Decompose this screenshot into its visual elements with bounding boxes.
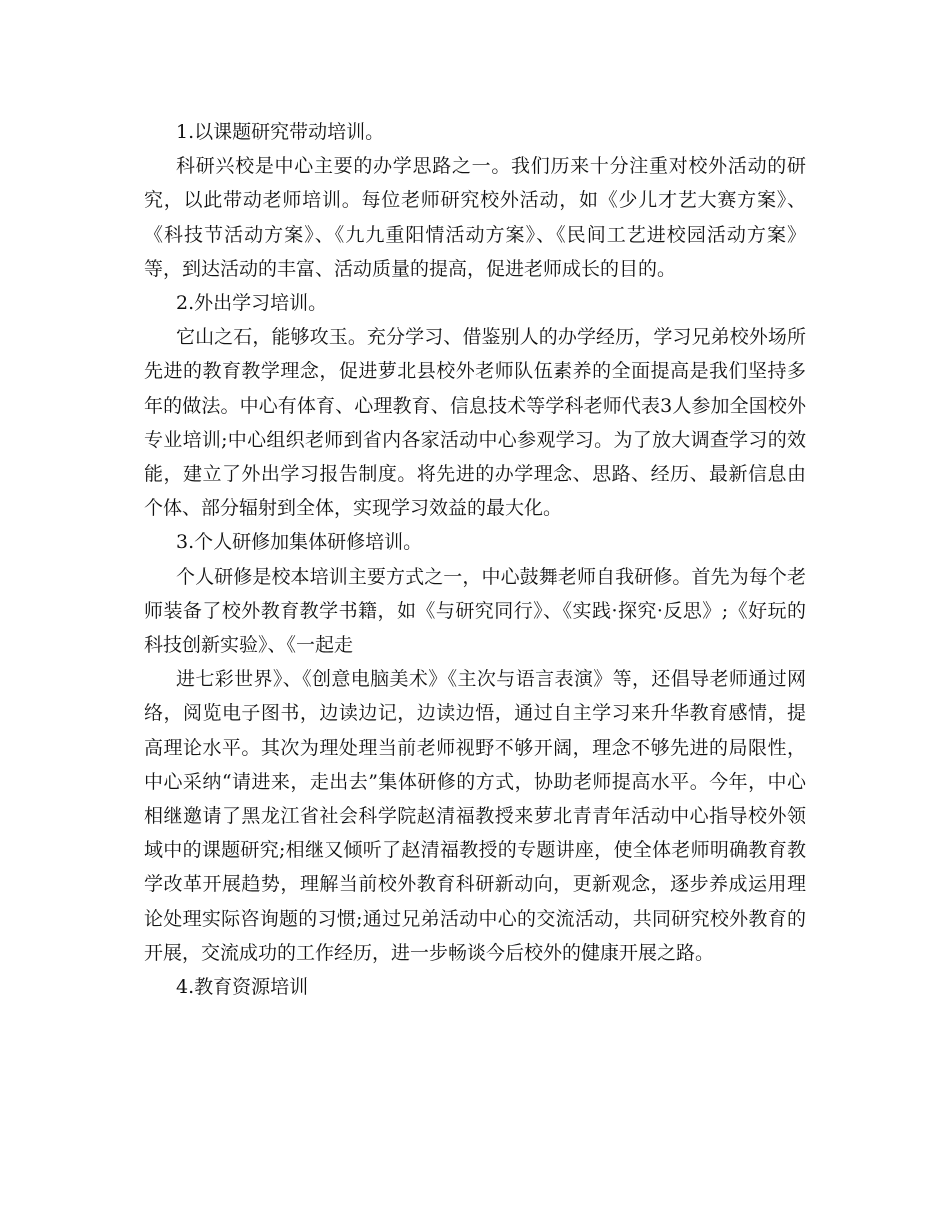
section-heading-3: 3.个人研修加集体研修培训。 — [176, 531, 423, 554]
paragraph-research-driven-training: 科研兴校是中心主要的办学思路之一。我们历来十分注重对校外活动的研究，以此带动老师培训。每位老师研究校外活动，如《少儿才艺大赛方案》、《科技节活动方案》、《九九重阳情活动方案》、《民间工艺进校园活动方案》等，到达活动的丰富、活动质量的提高，促进老师成长的目的。 — [144, 155, 806, 280]
paragraph-personal-study-part-1: 个人研修是校本培训主要方式之一，中心鼓舞老师自我研修。首先为每个老师装备了校外教育教学书籍，如《与研究同行》、《实践·探究·反思》;《好玩的科技创新实验》、《一起走 — [144, 565, 806, 657]
document-body — [144, 115, 806, 1004]
section-heading-4: 4.教育资源培训 — [176, 976, 309, 999]
paragraph-personal-study-part-2: 进七彩世界》、《创意电脑美术》《主次与语言表演》等，还倡导老师通过网络，阅览电子图书，边读边记，边读边悟，通过自主学习来升华教育感情，提高理论水平。其次为理处理当前老师视野不够开阔，理念不够先进的局限性，中心采纳“请进来，走出去”集体研修的方式，协助老师提高水平。今年，中心相继邀请了黑龙江省社会科学院赵清福教授来萝北青青年活动中心指导校外领域中的课题研究;相继又倾听了赵清福教授的专题讲座，使全体老师明确教育教学改革开展趋势，理解当前校外教育科研新动向，更新观念，逐步养成运用理论处理实际咨询题的习惯;通过兄弟活动中心的交流活动，共同研究校外教育的开展，交流成功的工作经历，进一步畅谈今后校外的健康开展之路。 — [144, 668, 806, 964]
paragraph-external-study-training: 它山之石，能够攻玉。充分学习、借鉴别人的办学经历，学习兄弟校外场所先进的教育教学理念，促进萝北县校外老师队伍素养的全面提高是我们坚持多年的做法。中心有体育、心理教育、信息技术等学科老师代表3人参加全国校外专业培训;中心组织老师到省内各家活动中心参观学习。为了放大调查学习的效能，建立了外出学习报告制度。将先进的办学理念、思路、经历、最新信息由个体、部分辐射到全体，实现学习效益的最大化。 — [144, 326, 806, 520]
section-heading-1: 1.以课题研究带动培训。 — [176, 121, 385, 143]
section-heading-2: 2.外出学习培训。 — [176, 292, 328, 315]
